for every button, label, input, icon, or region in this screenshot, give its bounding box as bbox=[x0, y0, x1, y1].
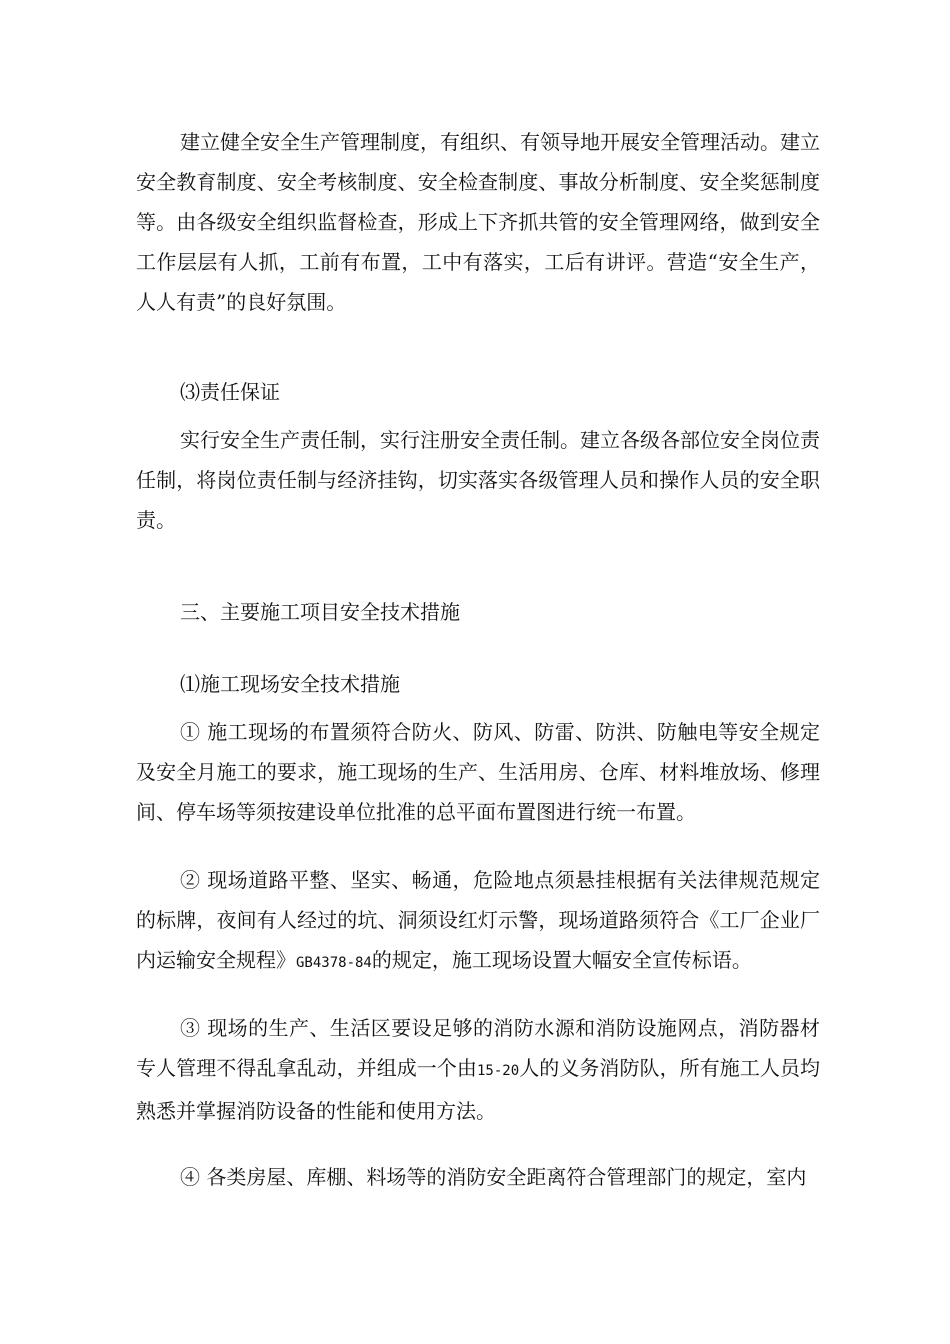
item-site-roads-text-b: 的规定，施工现场设置大幅安全宣传标语。 bbox=[371, 948, 752, 972]
standard-code: GB4378-84 bbox=[296, 955, 372, 971]
item-site-roads bbox=[136, 860, 820, 983]
team-size: 15-20 bbox=[476, 1063, 520, 1079]
item-fire-protection-text-b: 人的义务消防队，所有施工人员均熟悉并掌握消防设备的性能和使用方法。 bbox=[136, 1056, 821, 1123]
item-fire-protection bbox=[136, 1008, 820, 1131]
heading-responsibility-guarantee: ⑶责任保证 bbox=[180, 380, 280, 404]
item-site-layout: ① 施工现场的布置须符合防火、防风、防雷、防洪、防触电等安全规定及安全月施工的要求，施工现场的生产、生活用房、仓库、材料堆放场、修理间、停车场等须按建设单位批准的总平面布置图进行统一布置。 bbox=[136, 720, 820, 824]
item-site-roads-text-a: ② 现场道路平整、坚实、畅通，危险地点须悬挂根据有关法律规范规定的标牌，夜间有人经过的坑、洞须设红灯示警，现场道路须符合《工厂企业厂内运输安全规程》 bbox=[136, 868, 820, 972]
item-fire-protection-text-a: ③ 现场的生产、生活区要设足够的消防水源和消防设施网点，消防器材专人管理不得乱拿乱动，并组成一个由 bbox=[136, 1016, 820, 1080]
heading-site-safety-measures: ⑴施工现场安全技术措施 bbox=[180, 672, 400, 696]
paragraph-safety-management: 建立健全安全生产管理制度，有组织、有领导地开展安全管理活动。建立安全教育制度、安全考核制度、安全检查制度、事故分析制度、安全奖惩制度等。由各级安全组织监督检查，形成上下齐抓共管的安全管理网络，做到安全工作层层有人抓，工前有布置，工中有落实，工后有讲评。营造“安全生产，人人有责”的良好氛围。 bbox=[136, 130, 820, 314]
paragraph-responsibility-system: 实行安全生产责任制，实行注册安全责任制。建立各级各部位安全岗位责任制，将岗位责任制与经济挂钩，切实落实各级管理人员和操作人员的安全职责。 bbox=[136, 428, 820, 532]
item-fire-distance: ④ 各类房屋、库棚、料场等的消防安全距离符合管理部门的规定，室内 bbox=[180, 1165, 807, 1189]
heading-section-three: 三、主要施工项目安全技术措施 bbox=[180, 600, 460, 624]
